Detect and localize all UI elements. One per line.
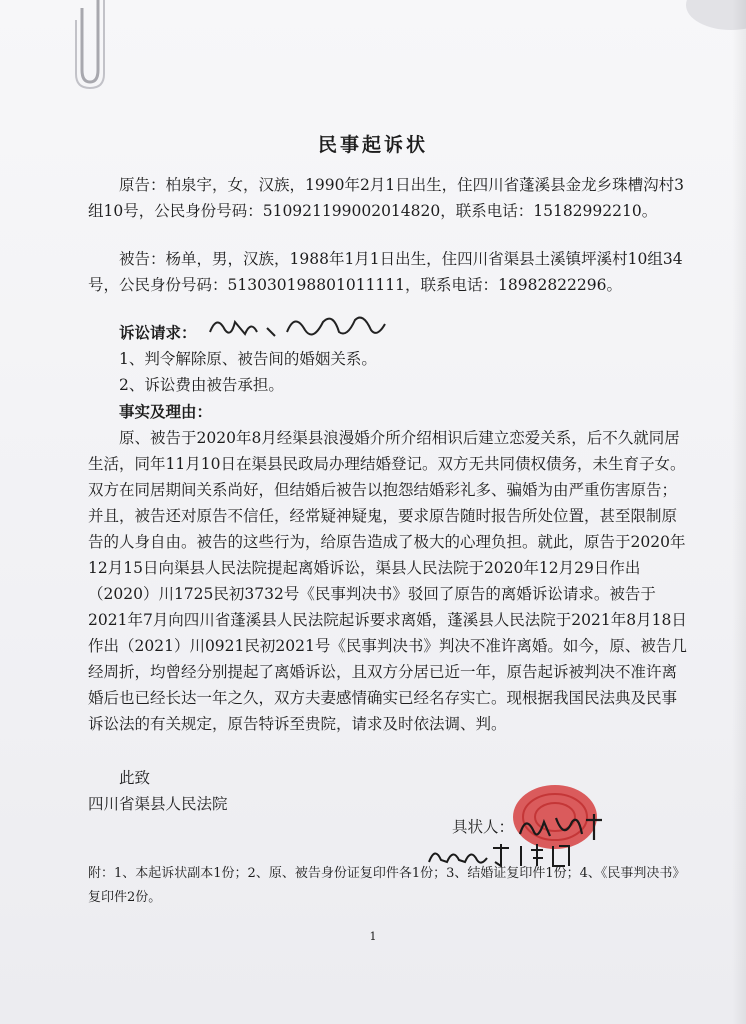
page-number: 1 [369,930,377,943]
claims-heading: 诉讼请求： [119,323,197,342]
paperclip-icon [70,0,118,90]
court-name: 四川省渠县人民法院 [88,795,228,813]
closing-text: 此致 [119,769,151,787]
claim-item-2: 2、诉讼费由被告承担。 [119,376,284,394]
attachments-list: 附：1、本起诉状副本1份；2、原、被告身份证复印件各1份；3、结婚证复印件1份；4、《民事判决书》复印件2份。 [88,866,686,905]
handwritten-annotation [205,308,390,344]
handwritten-signature [516,810,606,844]
defendant-info: 被告：杨单，男，汉族，1988年1月1日出生，住四川省渠县土溪镇坪溪村10组34号，公民身份号码：513030198801011111，联系电话：18982822296。 [88,250,683,294]
claim-item-1: 1、判令解除原、被告间的婚姻关系。 [119,350,377,368]
document-title: 民事起诉状 [317,134,428,156]
facts-heading: 事实及理由： [119,402,213,421]
facts-body: 原、被告于2020年8月经渠县浪漫婚介所介绍相识后建立恋爱关系，后不久就同居生活，同年11月10日在渠县民政局办理结婚登记。双方无共同债权债务，未生育子女。双方在同居期间关系尚好，但结婚后被告以抱怨结婚彩礼多、骗婚为由严重伤害原告；并且，被告还对原告不信任，经常疑神疑鬼，要求原告随时报告所处位置，甚至限制原告的人身自由。被告的这些行为，给原告造成了极大的心理负担。就此，原告于2020年12月15日向渠县人民法院提起离婚诉讼，渠县人民法院于2020年12月29日作出（2020）川1725民初3732号《民事判决书》驳回了原告的离婚诉讼请求。被告于2021年7月向四川省蓬溪县人民法院起诉要求离婚，蓬溪县人民法院于2021年8月18日作出（2021）川0921民初2021号《民事判决书》判决不准许离婚。如今，原、被告几经周折，均曾经分别提起了离婚诉讼，且双方分居已近一年，原告起诉被判决不准许离婚后也已经长达一年之久，双方夫妻感情确实已经名存实亡。现根据我国民法典及民事诉讼法的有关规定，原告特诉至贵院，请求及时依法调、判。 [88,429,687,733]
plaintiff-info: 原告：柏泉宇，女，汉族，1990年2月1日出生，住四川省蓬溪县金龙乡珠槽沟村3组10号，公民身份号码：510921199002014820，联系电话：15182992210。 [88,176,685,220]
signer-label: 具状人： [452,818,515,836]
